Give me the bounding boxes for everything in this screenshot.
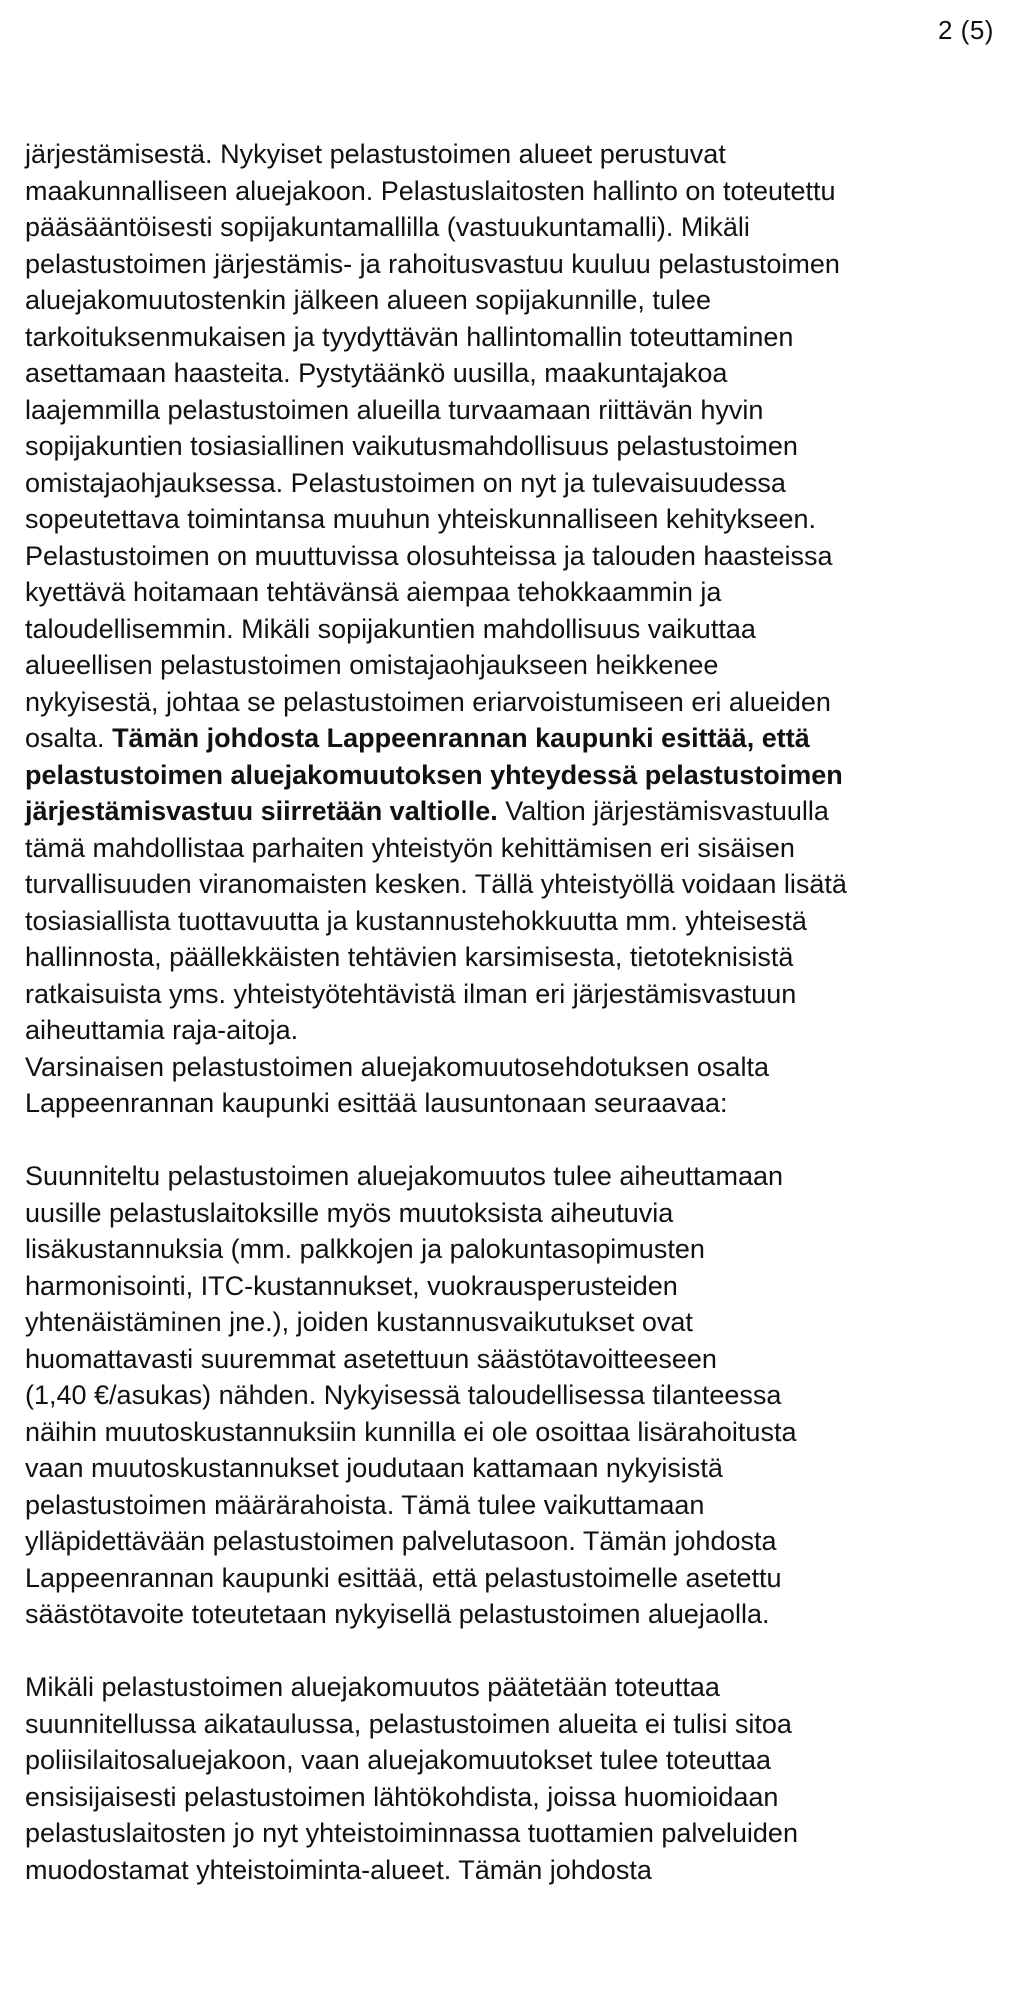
line-text: tosiasiallista tuottavuutta ja kustannustehokkuutta mm. yhteisestä — [25, 905, 807, 936]
text-line — [25, 1487, 1020, 1524]
line-text: aluejakomuutostenkin jälkeen alueen sopijakunnille, tulee — [25, 285, 711, 315]
line-text: alueellisen pelastustoimen omistajaohjaukseen heikkenee — [25, 650, 719, 680]
text-line — [25, 1852, 1020, 1889]
text-line — [25, 1085, 1020, 1122]
text-line — [25, 136, 1020, 173]
line-text: lisäkustannuksia (mm. palkkojen ja palokuntasopimusten — [25, 1234, 705, 1264]
line-text: harmonisointi, ITC-kustannukset, vuokrausperusteiden — [25, 1270, 678, 1301]
text-line — [25, 392, 1020, 429]
text-line — [25, 574, 1020, 611]
line-text-after: Valtion järjestämisvastuulla — [497, 796, 829, 826]
line-text: ratkaisuista yms. yhteistyötehtävistä ilman eri järjestämisvastuun — [25, 978, 797, 1009]
text-line — [25, 501, 1020, 538]
text-line — [25, 757, 1020, 794]
line-text: Lappeenrannan kaupunki esittää, että pelastustoimelle asetettu — [25, 1562, 782, 1593]
line-text: hallinnosta, päällekkäisten tehtävien karsimisesta, tietoteknisistä — [25, 942, 794, 972]
line-text: maakunnalliseen aluejakoon. Pelastuslaitosten hallinto on toteutettu — [25, 175, 836, 206]
line-bold-text: Tämän johdosta Lappeenrannan kaupunki esittää, että — [112, 723, 810, 753]
line-text: turvallisuuden viranomaisten kesken. Tällä yhteistyöllä voidaan lisätä — [25, 869, 847, 899]
text-line — [25, 1779, 1020, 1816]
text-line — [25, 246, 1020, 283]
text-line — [25, 1815, 1020, 1852]
text-line — [25, 538, 1020, 575]
text-line — [25, 1158, 1020, 1195]
line-text: ensisijaisesti pelastustoimen lähtökohdista, joissa huomioidaan — [25, 1781, 779, 1812]
line-text: sopeutettava toimintansa muuhun yhteiskunnalliseen kehitykseen. — [25, 504, 816, 534]
line-text: Mikäli pelastustoimen aluejakomuutos päätetään toteuttaa — [25, 1672, 720, 1702]
text-line — [25, 793, 1020, 830]
text-line — [25, 1231, 1020, 1268]
line-text: muodostamat yhteistoiminta-alueet. Tämän johdosta — [25, 1854, 652, 1885]
text-line — [25, 1596, 1020, 1633]
line-text: pääsääntöisesti sopijakuntamallilla (vastuukuntamalli). Mikäli — [25, 212, 750, 242]
text-line — [25, 282, 1020, 319]
text-line — [25, 1377, 1020, 1414]
line-text: järjestämisestä. Nykyiset pelastustoimen alueet perustuvat — [25, 139, 726, 169]
text-line — [25, 1268, 1020, 1305]
line-text: suunnitellussa aikataulussa, pelastustoimen alueita ei tulisi sitoa — [25, 1708, 792, 1739]
line-text: Pelastustoimen on muuttuvissa olosuhteissa ja talouden haasteissa — [25, 540, 833, 571]
line-text: säästötavoite toteutetaan nykyisellä pelastustoimen aluejaolla. — [25, 1599, 770, 1629]
line-text: tämä mahdollistaa parhaiten yhteistyön kehittämisen eri sisäisen — [25, 832, 795, 863]
text-line — [25, 465, 1020, 502]
paragraph-gap — [25, 1633, 1020, 1670]
line-text: vaan muutoskustannukset joudutaan kattamaan nykyisistä — [25, 1453, 723, 1483]
text-line — [25, 1450, 1020, 1487]
line-text: taloudellisemmin. Mikäli sopijakuntien mahdollisuus vaikuttaa — [25, 613, 756, 644]
line-text: kyettävä hoitamaan tehtävänsä aiempaa tehokkaammin ja — [25, 577, 722, 607]
text-line — [25, 1669, 1020, 1706]
text-line — [25, 903, 1020, 940]
text-line — [25, 830, 1020, 867]
line-text: Suunniteltu pelastustoimen aluejakomuutos tulee aiheuttamaan — [25, 1161, 784, 1191]
text-line — [25, 1742, 1020, 1779]
line-text: aiheuttamia raja-aitoja. — [25, 1015, 299, 1045]
line-text: omistajaohjauksessa. Pelastustoimen on nyt ja tulevaisuudessa — [25, 467, 786, 498]
text-line — [25, 173, 1020, 210]
line-text: asettamaan haasteita. Pystytäänkö uusilla, maakuntajakoa — [25, 358, 728, 388]
text-line — [25, 428, 1020, 465]
line-text: pelastustoimen järjestämis- ja rahoitusvastuu kuuluu pelastustoimen — [25, 248, 840, 279]
line-text: tarkoituksenmukaisen ja tyydyttävän hallintomallin toteuttaminen — [25, 321, 794, 352]
text-line — [25, 1195, 1020, 1232]
line-text: pelastuslaitosten jo nyt yhteistoiminnassa tuottamien palveluiden — [25, 1818, 798, 1848]
text-line — [25, 1049, 1020, 1086]
text-line — [25, 1304, 1020, 1341]
text-line — [25, 209, 1020, 246]
text-line — [25, 1012, 1020, 1049]
text-line — [25, 1523, 1020, 1560]
text-line — [25, 611, 1020, 648]
line-text: huomattavasti suuremmat asetettuun säästötavoitteeseen — [25, 1343, 717, 1374]
text-line — [25, 1560, 1020, 1597]
line-text: pelastustoimen määrärahoista. Tämä tulee vaikuttamaan — [25, 1489, 705, 1520]
document-body — [25, 136, 1020, 1888]
line-text: (1,40 €/asukas) nähden. Nykyisessä taloudellisessa tilanteessa — [25, 1380, 782, 1410]
text-line — [25, 684, 1020, 721]
text-line — [25, 319, 1020, 356]
text-line — [25, 355, 1020, 392]
line-text: Varsinaisen pelastustoimen aluejakomuutosehdotuksen osalta — [25, 1051, 769, 1082]
text-line — [25, 647, 1020, 684]
line-text: sopijakuntien tosiasiallinen vaikutusmahdollisuus pelastustoimen — [25, 431, 798, 461]
paragraph-gap — [25, 1122, 1020, 1159]
text-line — [25, 939, 1020, 976]
line-text: näihin muutoskustannuksiin kunnilla ei ole osoittaa lisärahoitusta — [25, 1416, 797, 1447]
line-bold-text: järjestämisvastuu siirretään valtiolle. — [25, 796, 498, 826]
text-line — [25, 1341, 1020, 1378]
text-line — [25, 1706, 1020, 1743]
line-text: laajemmilla pelastustoimen alueilla turvaamaan riittävän hyvin — [25, 394, 764, 425]
line-text: yhtenäistäminen jne.), joiden kustannusvaikutukset ovat — [25, 1307, 693, 1337]
text-line — [25, 866, 1020, 903]
page-number: 2 (5) — [938, 15, 994, 45]
text-line — [25, 976, 1020, 1013]
text-line — [25, 1414, 1020, 1451]
line-text: ylläpidettävään pelastustoimen palvelutasoon. Tämän johdosta — [25, 1526, 777, 1556]
line-bold-text: pelastustoimen aluejakomuutoksen yhteydessä pelastustoimen — [25, 759, 843, 790]
line-text: poliisilaitosaluejakoon, vaan aluejakomuutokset tulee toteuttaa — [25, 1745, 771, 1775]
line-text: uusille pelastuslaitoksille myös muutoksista aiheutuvia — [25, 1197, 674, 1228]
line-text: Lappeenrannan kaupunki esittää lausuntonaan seuraavaa: — [25, 1088, 728, 1118]
line-text: nykyisestä, johtaa se pelastustoimen eriarvoistumiseen eri alueiden — [25, 686, 831, 717]
line-text: osalta. — [25, 723, 113, 753]
text-line — [25, 720, 1020, 757]
